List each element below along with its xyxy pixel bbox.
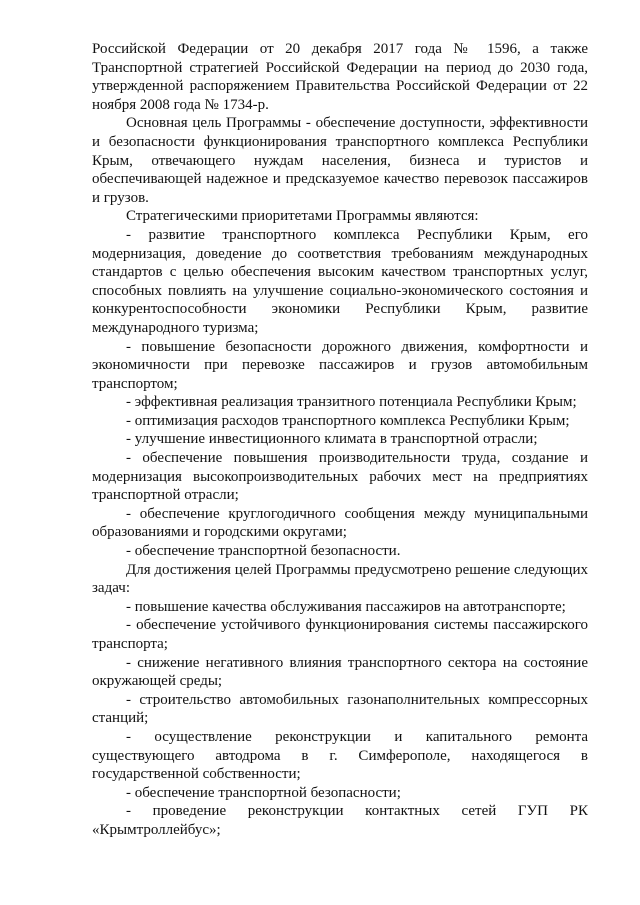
- paragraph: - обеспечение устойчивого функционирования системы пассажирского транспорта;: [92, 617, 588, 652]
- paragraph: - проведение реконструкции контактных сетей ГУП РК «Крымтроллейбус»;: [92, 803, 588, 838]
- paragraph: - строительство автомобильных газонаполнительных компрессорных станций;: [92, 691, 588, 727]
- paragraph: - эффективная реализация транзитного потенциала Республики Крым;: [126, 394, 577, 411]
- paragraph: Стратегическими приоритетами Программы являются:: [126, 208, 479, 225]
- paragraph: - повышение безопасности дорожного движения, комфортности и экономичности при перевозке пассажиров и грузов автомобильным транспортом;: [92, 338, 588, 392]
- paragraph: - оптимизация расходов транспортного комплекса Республики Крым;: [126, 412, 570, 429]
- paragraph: - улучшение инвестиционного климата в транспортной отрасли;: [126, 431, 538, 448]
- paragraph: Для достижения целей Программы предусмотрено решение следующих задач:: [92, 561, 588, 597]
- paragraph: - обеспечение круглогодичного сообщения между муниципальными образованиями и городскими округами;: [92, 505, 588, 541]
- paragraph: - развитие транспортного комплекса Республики Крым, его модернизация, доведение до соответствия требованиям международных стандартов с целью обеспечения высоким качеством транспортных услуг, способных повлиять на улучшение социально-экономического состояния и конкурентоспособности экономики Республики Крым, развитие международного туризма;: [92, 226, 588, 336]
- paragraph: - обеспечение транспортной безопасности;: [126, 784, 401, 801]
- paragraph: - обеспечение повышения производительности труда, создание и модернизация высокопроизводительных рабочих мест на предприятиях транспортной отрасли;: [92, 450, 588, 504]
- paragraph: Основная цель Программы - обеспечение доступности, эффективности и безопасности функционирования транспортного комплекса Республики Крым, отвечающего нуждам населения, бизнеса и туристов и обеспечивающей надежное и предсказуемое качество перевозок пассажиров и грузов.: [92, 115, 588, 206]
- paragraph: - обеспечение транспортной безопасности.: [126, 543, 401, 560]
- paragraph: Российской Федерации от 20 декабря 2017 года № 1596, а также Транспортной стратегией Российской Федерации на период до 2030 года, утвержденной распоряжением Правительства Российской Федерации от 22 ноября 2008 года № 1734-р.: [92, 41, 588, 113]
- document-body: [92, 40, 588, 840]
- paragraph: - снижение негативного влияния транспортного сектора на состояние окружающей среды;: [92, 654, 588, 690]
- paragraph: - осуществление реконструкции и капитального ремонта существующего автодрома в г. Симферополе, находящегося в государственной собственности;: [92, 728, 588, 783]
- paragraph: - повышение качества обслуживания пассажиров на автотранспорте;: [126, 598, 566, 615]
